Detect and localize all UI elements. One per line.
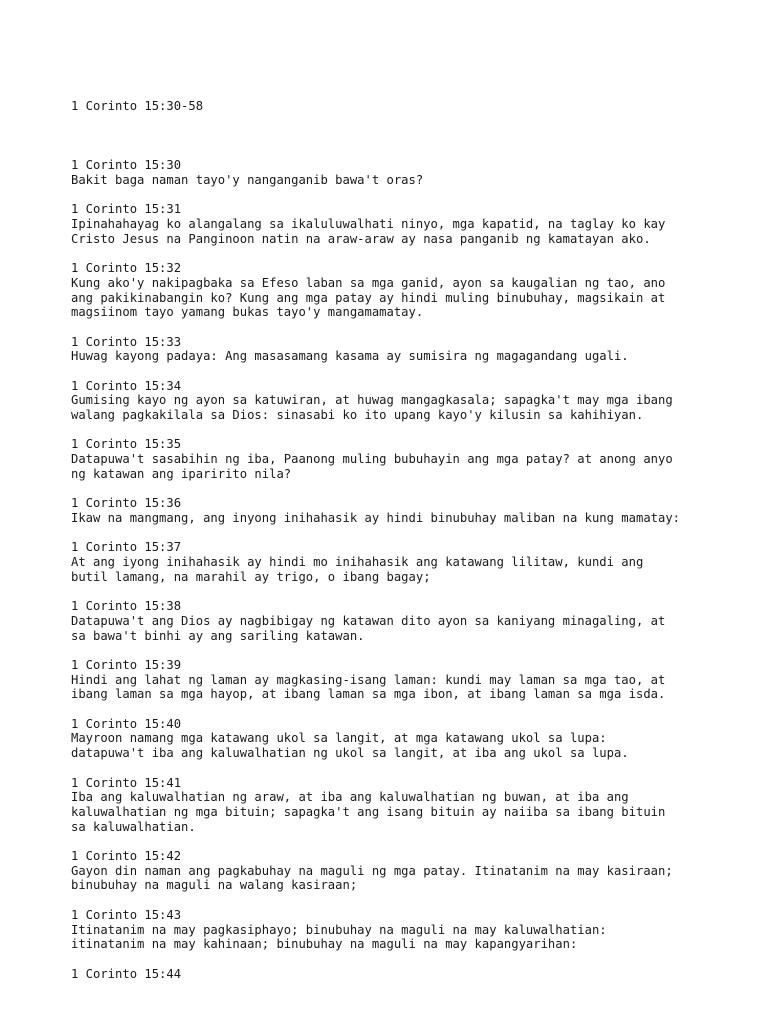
verse-reference: 1 Corinto 15:35 bbox=[71, 437, 182, 452]
verse-reference: 1 Corinto 15:36 bbox=[71, 496, 182, 511]
verse-text-line: magsiinom tayo yamang bukas tayo'y mangamamatay. bbox=[71, 305, 424, 320]
verse-reference: 1 Corinto 15:31 bbox=[71, 202, 182, 217]
verse-text-line: walang pagkakilala sa Dios: sinasabi ko ito upang kayo'y kilusin sa kahihiyan. bbox=[71, 408, 644, 423]
verse-text-line: Hindi ang lahat ng laman ay magkasing-isang laman: kundi may laman sa mga tao, at bbox=[71, 672, 666, 687]
verse-block bbox=[71, 437, 751, 481]
verse-text-line: Cristo Jesus na Panginoon natin na araw-araw ay nasa panganib ng kamatayan ako. bbox=[71, 231, 651, 246]
verse-reference: 1 Corinto 15:44 bbox=[71, 966, 182, 981]
verse-text-line: ibang laman sa mga hayop, at ibang laman sa mga ibon, at ibang laman sa mga isda. bbox=[71, 687, 666, 702]
verse-text-line: butil lamang, na marahil ay trigo, o ibang bagay; bbox=[71, 569, 431, 584]
verse-reference: 1 Corinto 15:34 bbox=[71, 378, 182, 393]
verse-text-line: sa kaluwalhatian. bbox=[71, 819, 196, 834]
verse-text-line: binubuhay na maguli na walang kasiraan; bbox=[71, 878, 358, 893]
verse-block bbox=[71, 776, 751, 835]
verse-reference: 1 Corinto 15:33 bbox=[71, 334, 182, 349]
verse-reference: 1 Corinto 15:37 bbox=[71, 540, 182, 555]
verse-block bbox=[71, 335, 751, 364]
verse-block bbox=[71, 540, 751, 584]
verse-text-line: Bakit baga naman tayo'y nanganganib bawa't oras? bbox=[71, 172, 424, 187]
verse-block bbox=[71, 908, 751, 952]
verse-text-line: At ang iyong inihahasik ay hindi mo inihahasik ang katawang lilitaw, kundi ang bbox=[71, 555, 644, 570]
verse-reference: 1 Corinto 15:39 bbox=[71, 657, 182, 672]
verse-text-line: Datapuwa't sasabihin ng iba, Paanong muling bubuhayin ang mga patay? at anong anyo bbox=[71, 452, 673, 467]
verse-reference: 1 Corinto 15:43 bbox=[71, 907, 182, 922]
verse-reference: 1 Corinto 15:42 bbox=[71, 849, 182, 864]
verse-reference: 1 Corinto 15:38 bbox=[71, 599, 182, 614]
document-page bbox=[71, 70, 751, 1011]
verse-block bbox=[71, 967, 751, 982]
document-title: 1 Corinto 15:30-58 bbox=[71, 99, 204, 114]
verse-text-line: Iba ang kaluwalhatian ng araw, at iba ang kaluwalhatian ng buwan, at iba ang bbox=[71, 790, 629, 805]
verse-text-line: Itinatanim na may pagkasiphayo; binubuhay na maguli na may kaluwalhatian: bbox=[71, 922, 607, 937]
verse-text-line: itinatanim na may kahinaan; binubuhay na maguli na may kapangyarihan: bbox=[71, 937, 578, 952]
verse-block bbox=[71, 158, 751, 187]
verse-text-line: Gayon din naman ang pagkabuhay na maguli ng mga patay. Itinatanim na may kasiraan; bbox=[71, 863, 673, 878]
verse-text-line: ang pakikinabangin ko? Kung ang mga patay ay hindi muling binubuhay, magsikain at bbox=[71, 290, 666, 305]
verse-block bbox=[71, 261, 751, 320]
verse-text-line: Ipinahahayag ko alangalang sa ikaluluwalhati ninyo, mga kapatid, na taglay ko kay bbox=[71, 217, 666, 231]
verse-reference: 1 Corinto 15:32 bbox=[71, 261, 182, 276]
verse-text-line: Ikaw na mangmang, ang inyong inihahasik ay hindi binubuhay maliban na kung mamatay: bbox=[71, 510, 681, 525]
verse-text-line: ng katawan ang iparirito nila? bbox=[71, 466, 292, 481]
verse-block bbox=[71, 496, 751, 525]
verse-reference: 1 Corinto 15:30 bbox=[71, 158, 182, 173]
verse-text-line: Huwag kayong padaya: Ang masasamang kasama ay sumisira ng magagandang ugali. bbox=[71, 349, 629, 364]
verse-text-line: Datapuwa't ang Dios ay nagbibigay ng katawan dito ayon sa kaniyang minagaling, at bbox=[71, 613, 666, 628]
verse-reference: 1 Corinto 15:40 bbox=[71, 716, 182, 731]
verse-block bbox=[71, 849, 751, 893]
verse-reference: 1 Corinto 15:41 bbox=[71, 775, 182, 790]
verse-text-line: sa bawa't binhi ay ang sariling katawan. bbox=[71, 628, 365, 643]
verse-text-line: Gumising kayo ng ayon sa katuwiran, at huwag mangagkasala; sapagka't may mga ibang bbox=[71, 393, 673, 408]
verse-block bbox=[71, 599, 751, 643]
verse-block bbox=[71, 658, 751, 702]
verse-text-line: kaluwalhatian ng mga bituin; sapagka't ang isang bituin ay naiiba sa ibang bituin bbox=[71, 804, 666, 819]
verse-block bbox=[71, 379, 751, 423]
verse-block bbox=[71, 717, 751, 761]
verse-text-line: datapuwa't iba ang kaluwalhatian ng ukol sa langit, at iba ang ukol sa lupa. bbox=[71, 746, 629, 761]
verse-list bbox=[71, 158, 751, 981]
verse-text-line: Mayroon namang mga katawang ukol sa langit, at mga katawang ukol sa lupa: bbox=[71, 731, 607, 746]
verse-text-line: Kung ako'y nakipagbaka sa Efeso laban sa mga ganid, ayon sa kaugalian ng tao, ano bbox=[71, 275, 666, 290]
verse-block bbox=[71, 202, 751, 246]
